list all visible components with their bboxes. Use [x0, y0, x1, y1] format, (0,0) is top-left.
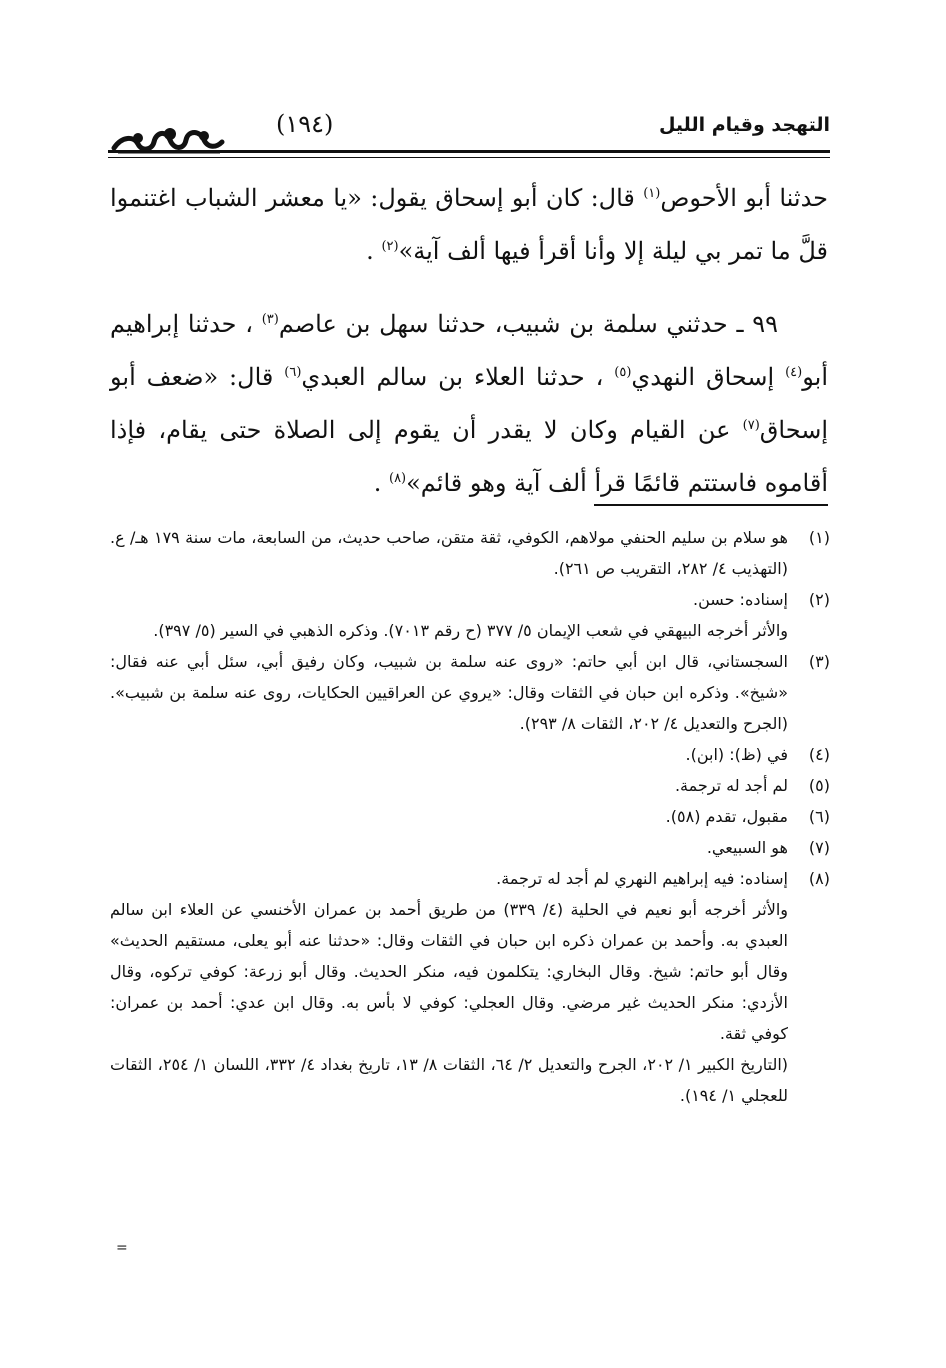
footnote-ref-3: (٣): [261, 312, 279, 327]
text-run: عن القيام وكان لا يقدر أن يقوم إلى الصلاة حتى يقام، فإذا أقاموه فاستتم قائمًا قرأ ألف آية وهو قائم»: [110, 416, 828, 497]
text-run: .: [366, 237, 382, 265]
footnote-ref-2: (٢): [381, 239, 399, 254]
footnotes: [110, 522, 830, 1111]
footnote-divider: [594, 504, 828, 506]
text-run: ٩٩ ـ حدثني سلمة بن شبيب، حدثنا سهل بن عاصم: [278, 310, 778, 338]
footnote-text: والأثر أخرجه أبو نعيم في الحلية (٤/ ٣٣٩) من طريق أحمد بن عمران الأخنسي عن العلاء ابن سالم العبدي به. وأحمد بن عمران ذكره ابن حبان في الثقات وقال: «حدثنا عنه أبو يعلى، مستقيم الحديث» وقال أبو حاتم: شيخ. وقال البخاري: يتكلمون فيه، منكر الحديث. وقال أبو زرعة: كوفي تركوه، وقال الأزدي: منكر الحديث غير مرضي. وقال العجلي: كوفي لا بأس به. وقال ابن عدي: أحمد بن عمران: كوفي ثقة.: [110, 900, 789, 1043]
footnote-number: (٤): [808, 745, 830, 764]
text-run: قال: كان أبو إسحاق يقول: «يا معشر الشباب اغتنموا قلَّ ما تمر بي ليلة إلا وأنا أقرأ فيها ألف آية»: [110, 184, 828, 265]
footnote-ref-4: (٤): [785, 365, 803, 380]
footnote-2: [110, 584, 830, 646]
footnote-ref-1: (١): [643, 186, 661, 201]
footnote-text: هو سلام بن سليم الحنفي مولاهم، الكوفي، ثقة متقن، صاحب حديث، من السابعة، مات سنة ١٧٩ هـ/ ع. (التهذيب ٤/ ٢٨٢، التقريب ص ٢٦١).: [110, 528, 788, 578]
footnote-3: [110, 646, 830, 739]
footnote-ref-5: (٥): [614, 365, 632, 380]
page-header: [108, 108, 830, 156]
paragraph-99: [110, 298, 828, 510]
footnote-text: هو السبيعي.: [706, 838, 788, 857]
footnote-5: [110, 770, 830, 801]
paragraph-1: [110, 172, 828, 278]
footnote-6: [110, 801, 830, 832]
footnote-number: (٦): [808, 807, 830, 826]
text-run: حدثنا أبو الأحوص: [660, 184, 829, 212]
footnote-1: [110, 522, 830, 584]
header-rule-thick: [108, 150, 830, 153]
footnote-text: والأثر أخرجه البيهقي في شعب الإيمان ٥/ ٣٧٧ (ح رقم ٧٠١٣). وذكره الذهبي في السير (٥/ ٣٩٧).: [153, 621, 788, 640]
footnote-number: (٥): [808, 776, 830, 795]
footnote-ref-7: (٧): [742, 418, 760, 433]
text-run: ، حدثنا إبراهيم أبو: [110, 310, 828, 391]
header-rule-thin: [108, 157, 830, 158]
footnote-text: إسناده: حسن.: [693, 590, 788, 609]
footnote-4: [110, 739, 830, 770]
footnote-7: [110, 832, 830, 863]
footnote-8: [110, 863, 830, 1111]
footnote-text: مقبول، تقدم (٥٨).: [665, 807, 788, 826]
main-text: [110, 172, 828, 510]
footnote-number: (٣): [808, 652, 830, 671]
footnote-number: (١): [808, 528, 830, 547]
footnote-number: (٧): [808, 838, 830, 857]
book-title: التهجد وقيام الليل: [658, 114, 830, 136]
continuation-mark: =: [116, 1240, 128, 1256]
footnote-number: (٨): [808, 869, 830, 888]
footnote-ref-6: (٦): [284, 365, 302, 380]
footnote-text: السجستاني، قال ابن أبي حاتم: «روى عنه سلمة بن شبيب، وكان رفيق أبي، سئل أبي عنه فقال: «شيخ». وذكره ابن حبان في الثقات وقال: «يروي عن العراقيين الحكايات، روى عنه سلمة بن شبيب». (الجرح والتعديل ٤/ ٢٠٢، الثقات ٨/ ٢٩٣).: [110, 652, 788, 733]
text-run: .: [373, 469, 389, 497]
footnote-number: (٢): [808, 590, 830, 609]
text-run: قال: «ضعف أبو إسحاق: [110, 363, 828, 444]
footnote-text: في (ظ): (ابن).: [685, 745, 788, 764]
footnote-text: (التاريخ الكبير ١/ ٢٠٢، الجرح والتعديل ٢/ ٦٤، الثقات ٨/ ١٣، تاريخ بغداد ٤/ ٣٣٢، اللسان ١/ ٢٥٤، الثقات للعجلي ١/ ١٩٤).: [110, 1055, 789, 1105]
footnote-text: إسناده: فيه إبراهيم النهري لم أجد له ترجمة.: [496, 869, 788, 888]
footnote-text: لم أجد له ترجمة.: [674, 776, 788, 795]
footnote-ref-8: (٨): [388, 471, 407, 486]
page-number: (١٩٤): [276, 110, 334, 138]
text-run: إسحاق النهدي: [631, 363, 786, 391]
text-run: ، حدثنا العلاء بن سالم العبدي: [301, 363, 615, 391]
